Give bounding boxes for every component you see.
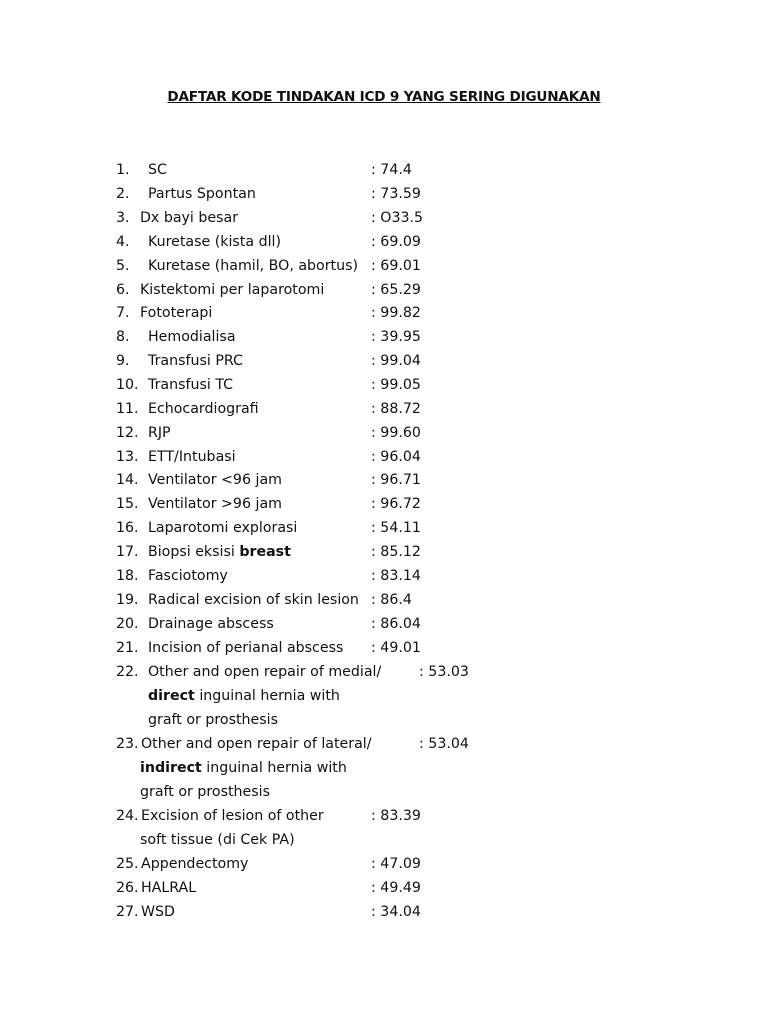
item-name: Ventilator <96 jam xyxy=(148,472,282,488)
list-item xyxy=(0,422,768,444)
item-code: : 47.09 xyxy=(371,856,421,872)
page-title: DAFTAR KODE TINDAKAN ICD 9 YANG SERING DIGUNAKAN xyxy=(167,89,601,105)
item-name xyxy=(148,541,291,563)
list-item-continuation xyxy=(0,757,768,779)
item-code: : 39.95 xyxy=(371,329,421,345)
item-number: 10. xyxy=(116,377,139,393)
list-item xyxy=(0,302,768,324)
item-name-text: Biopsi eksisi xyxy=(148,544,240,560)
item-name: Fototerapi xyxy=(140,305,213,321)
item-number: 18. xyxy=(116,568,139,584)
item-name: Laparotomi explorasi xyxy=(148,520,298,536)
item-number: 25. xyxy=(116,856,139,872)
item-name-bold: direct xyxy=(148,688,195,704)
list-item xyxy=(0,207,768,229)
item-code: : 99.05 xyxy=(371,377,421,393)
item-name: Hemodialisa xyxy=(148,329,236,345)
item-number: 9. xyxy=(116,353,130,369)
list-item-continuation xyxy=(0,709,768,731)
list-item xyxy=(0,279,768,301)
item-name: ETT/Intubasi xyxy=(148,449,236,465)
item-name-text: inguinal hernia with xyxy=(201,760,347,776)
item-code: : 54.11 xyxy=(371,520,421,536)
item-number: 16. xyxy=(116,520,139,536)
item-name: WSD xyxy=(141,904,175,920)
list-item-continuation xyxy=(0,829,768,851)
item-number: 26. xyxy=(116,880,139,896)
item-number: 15. xyxy=(116,496,139,512)
item-code: : 83.14 xyxy=(371,568,421,584)
item-name: Kuretase (kista dll) xyxy=(148,234,281,250)
item-code: : 73.59 xyxy=(371,186,421,202)
item-number: 19. xyxy=(116,592,139,608)
item-name: Other and open repair of medial/ xyxy=(148,664,382,680)
item-code: : 99.82 xyxy=(371,305,421,321)
item-code: : 65.29 xyxy=(371,282,421,298)
item-name-text: inguinal hernia with xyxy=(194,688,340,704)
item-number: 27. xyxy=(116,904,139,920)
item-code: : 53.03 xyxy=(419,664,469,680)
item-number: 23. xyxy=(116,736,139,752)
item-code: : 85.12 xyxy=(371,544,421,560)
list-item xyxy=(0,613,768,635)
list-item xyxy=(0,446,768,468)
item-name: Other and open repair of lateral/ xyxy=(141,736,372,752)
list-item xyxy=(0,469,768,491)
item-number: 11. xyxy=(116,401,139,417)
item-name-line: graft or prosthesis xyxy=(140,784,270,800)
item-name-line: graft or prosthesis xyxy=(148,712,278,728)
item-code: : 88.72 xyxy=(371,401,421,417)
item-code: : 96.72 xyxy=(371,496,421,512)
item-number: 17. xyxy=(116,544,139,560)
list-item xyxy=(0,326,768,348)
list-item xyxy=(0,398,768,420)
item-name: RJP xyxy=(148,425,171,441)
item-number: 4. xyxy=(116,234,130,250)
item-code: : 96.71 xyxy=(371,472,421,488)
item-name-bold: indirect xyxy=(140,760,202,776)
item-name: Echocardiografi xyxy=(148,401,259,417)
list-item xyxy=(0,159,768,181)
list-item xyxy=(0,493,768,515)
item-number: 22. xyxy=(116,664,139,680)
item-name: Kistektomi per laparotomi xyxy=(140,282,325,298)
item-name: Transfusi PRC xyxy=(148,353,243,369)
item-name: Partus Spontan xyxy=(148,186,256,202)
item-code: : 49.49 xyxy=(371,880,421,896)
list-item xyxy=(0,541,768,563)
item-code: : 83.39 xyxy=(371,808,421,824)
item-code: : 69.01 xyxy=(371,258,421,274)
item-name-line xyxy=(148,685,340,707)
item-name: Kuretase (hamil, BO, abortus) xyxy=(148,258,359,274)
list-item xyxy=(0,805,768,827)
item-name: Fasciotomy xyxy=(148,568,228,584)
list-item xyxy=(0,733,768,755)
item-code: : 99.60 xyxy=(371,425,421,441)
list-item xyxy=(0,517,768,539)
item-number: 21. xyxy=(116,640,139,656)
item-number: 13. xyxy=(116,449,139,465)
item-name: Appendectomy xyxy=(141,856,249,872)
list-item-continuation xyxy=(0,781,768,803)
list-item xyxy=(0,565,768,587)
list-item xyxy=(0,183,768,205)
item-name: SC xyxy=(148,162,167,178)
item-code: : 53.04 xyxy=(419,736,469,752)
list-item xyxy=(0,901,768,923)
item-name-line: soft tissue (di Cek PA) xyxy=(140,832,295,848)
item-number: 6. xyxy=(116,282,130,298)
list-item xyxy=(0,589,768,611)
item-code: : 34.04 xyxy=(371,904,421,920)
item-number: 2. xyxy=(116,186,130,202)
list-item xyxy=(0,231,768,253)
item-name: Drainage abscess xyxy=(148,616,274,632)
item-code: : 86.04 xyxy=(371,616,421,632)
list-item-continuation xyxy=(0,685,768,707)
item-number: 20. xyxy=(116,616,139,632)
item-code: : 49.01 xyxy=(371,640,421,656)
list-item xyxy=(0,350,768,372)
item-name: Dx bayi besar xyxy=(140,210,239,226)
list-item xyxy=(0,637,768,659)
item-number: 24. xyxy=(116,808,139,824)
item-code: : 99.04 xyxy=(371,353,421,369)
item-name: Incision of perianal abscess xyxy=(148,640,344,656)
list-item xyxy=(0,853,768,875)
item-name: Transfusi TC xyxy=(148,377,234,393)
item-name: Excision of lesion of other xyxy=(141,808,324,824)
item-number: 7. xyxy=(116,305,130,321)
item-code: : 86.4 xyxy=(371,592,412,608)
item-code: : 69.09 xyxy=(371,234,421,250)
item-code: : 96.04 xyxy=(371,449,421,465)
item-number: 8. xyxy=(116,329,130,345)
list-item xyxy=(0,877,768,899)
item-name-bold: breast xyxy=(239,544,291,560)
item-name-line xyxy=(140,757,347,779)
item-name: Ventilator >96 jam xyxy=(148,496,282,512)
list-item xyxy=(0,255,768,277)
list-item xyxy=(0,374,768,396)
list-item xyxy=(0,661,768,683)
item-number: 5. xyxy=(116,258,130,274)
item-code: : O33.5 xyxy=(371,210,424,226)
item-name: HALRAL xyxy=(141,880,197,896)
item-code: : 74.4 xyxy=(371,162,412,178)
item-number: 12. xyxy=(116,425,139,441)
item-number: 3. xyxy=(116,210,130,226)
item-name: Radical excision of skin lesion xyxy=(148,592,359,608)
item-number: 1. xyxy=(116,162,130,178)
item-number: 14. xyxy=(116,472,139,488)
